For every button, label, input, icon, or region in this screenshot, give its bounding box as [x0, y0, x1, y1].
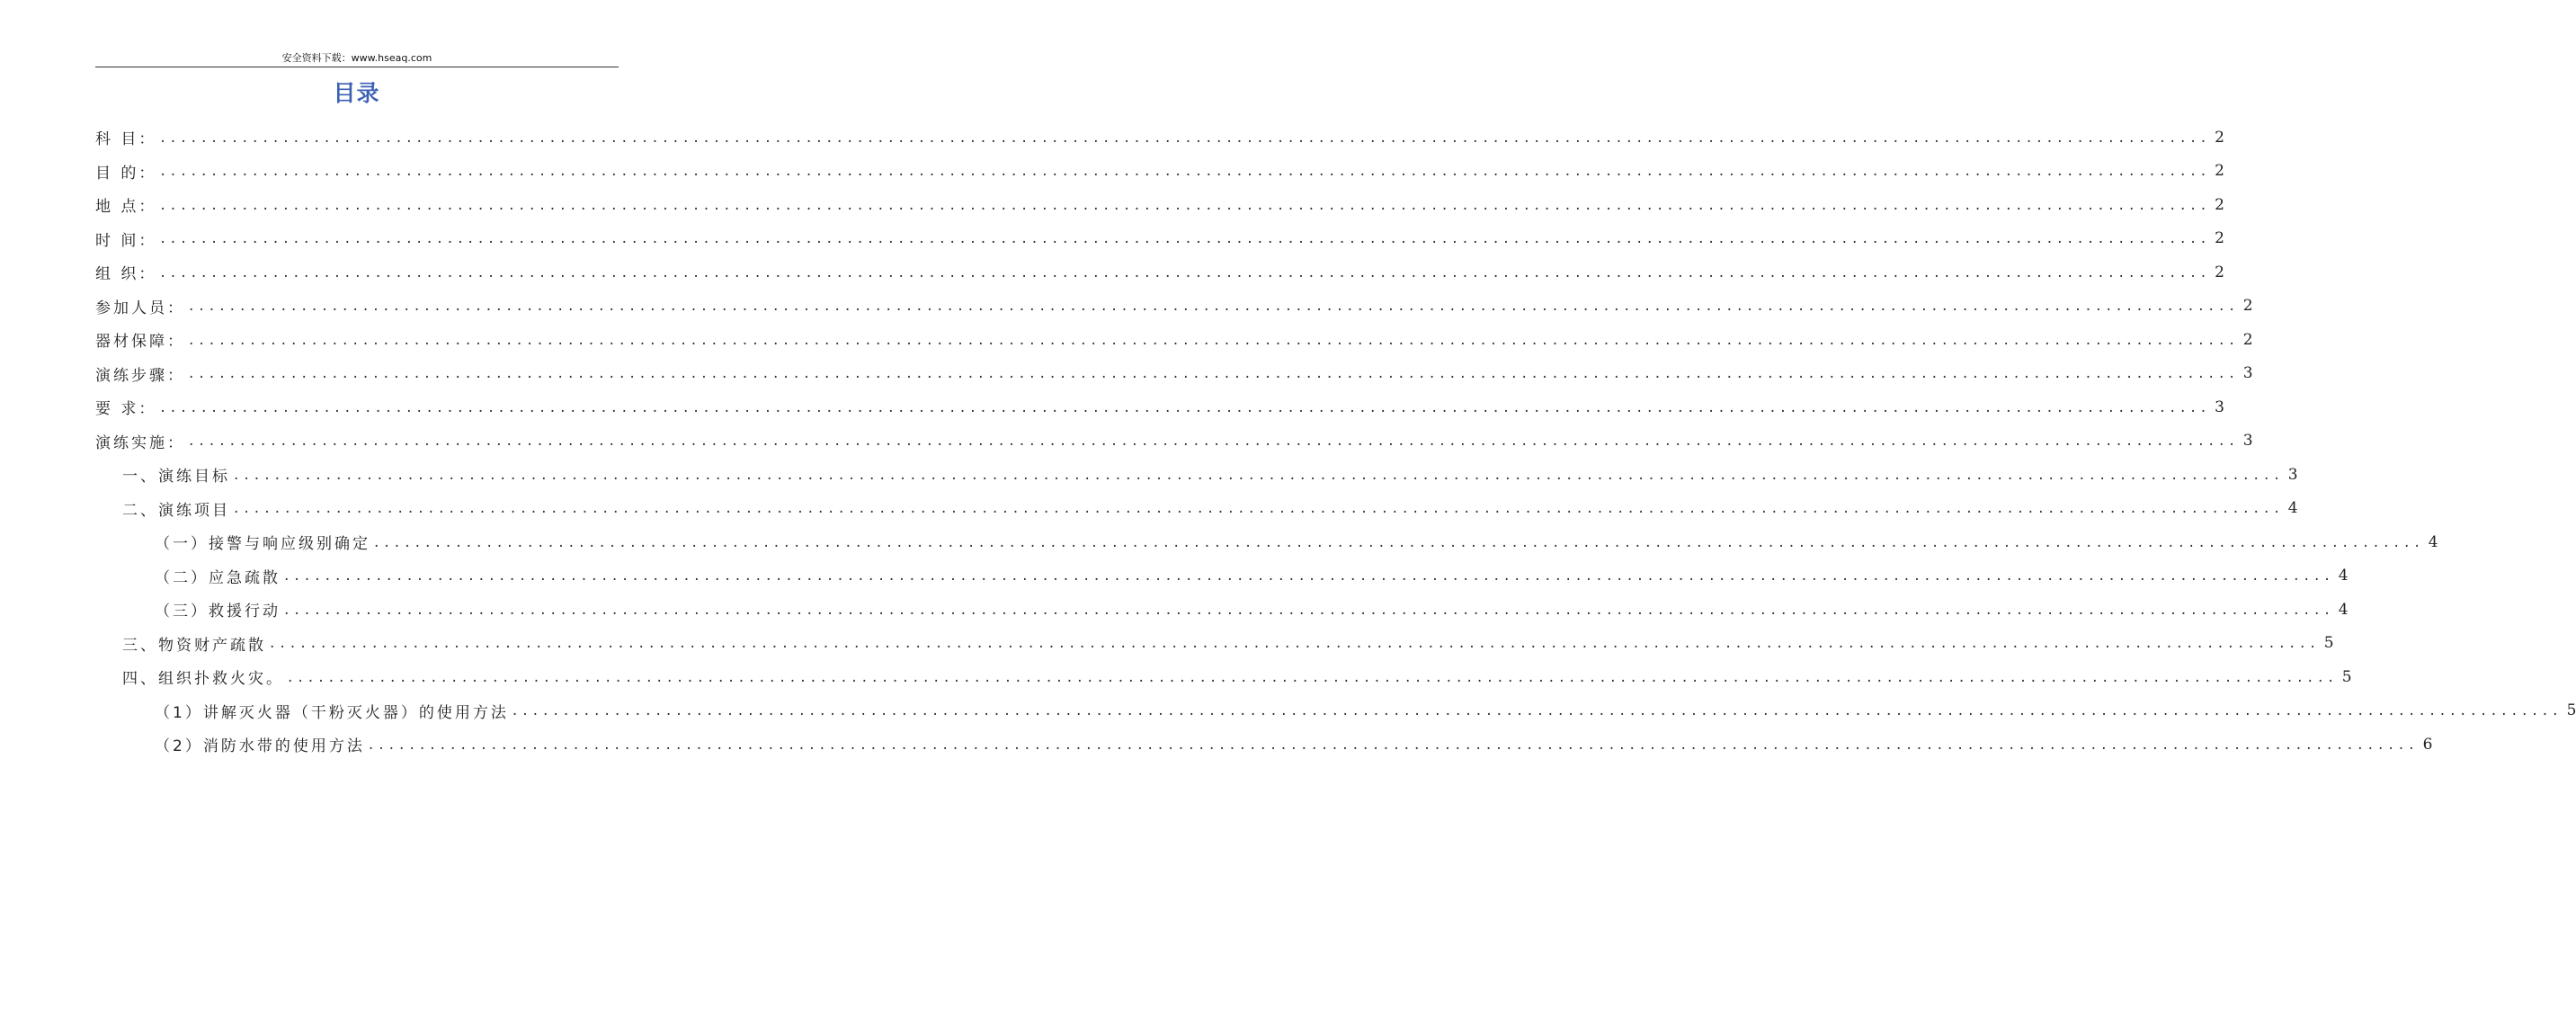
- toc-dot-leader: ........................................................................................................................................................................................................: [284, 567, 2335, 585]
- toc-entry[interactable]: [95, 255, 2224, 290]
- toc-dot-leader: ........................................................................................................................................................................................................: [270, 634, 2321, 653]
- toc-entry-label: 目 的：: [95, 164, 157, 183]
- toc-entry-page-number: 4: [2338, 600, 2349, 619]
- toc-entry-page-number: 2: [2215, 128, 2224, 147]
- page-header: 安全资料下载：www.hseaq.com: [95, 50, 619, 67]
- toc-entry-label: （2）消防水带的使用方法: [155, 737, 365, 756]
- toc-entry-page-number: 4: [2338, 567, 2349, 585]
- toc-entry[interactable]: [95, 559, 2349, 594]
- toc-entry-label: 演练实施：: [95, 433, 185, 452]
- toc-entry-label: 科 目：: [95, 130, 157, 149]
- toc-entry-page-number: 2: [2215, 229, 2224, 248]
- toc-entry[interactable]: [95, 357, 2253, 391]
- toc-dot-leader: ........................................................................................................................................................................................................: [160, 263, 2212, 281]
- toc-dot-leader: ........................................................................................................................................................................................................: [160, 162, 2212, 181]
- toc-entry[interactable]: [95, 492, 2298, 526]
- table-of-contents: [95, 121, 2576, 762]
- toc-entry[interactable]: [95, 458, 2298, 492]
- toc-entry[interactable]: [95, 424, 2253, 459]
- toc-entry-label: （1）讲解灭火器（干粉灭火器）的使用方法: [155, 703, 509, 722]
- toc-dot-leader: ........................................................................................................................................................................................................: [284, 600, 2335, 619]
- toc-dot-leader: ........................................................................................................................................................................................................: [368, 735, 2420, 754]
- toc-entry[interactable]: [95, 323, 2253, 357]
- toc-dot-leader: ........................................................................................................................................................................................................: [234, 465, 2285, 484]
- toc-entry-label: 要 求：: [95, 400, 157, 419]
- toc-entry-label: （三）救援行动: [155, 603, 281, 621]
- toc-entry-label: 二、演练项目: [122, 501, 230, 520]
- toc-entry-page-number: 3: [2215, 397, 2224, 416]
- toc-entry-label: 参加人员：: [95, 299, 185, 317]
- toc-entry-page-number: 4: [2287, 499, 2298, 518]
- toc-dot-leader: ........................................................................................................................................................................................................: [160, 195, 2212, 214]
- toc-entry[interactable]: [95, 593, 2349, 627]
- toc-entry-page-number: 5: [2323, 634, 2334, 653]
- toc-entry-label: （二）应急疏散: [155, 568, 281, 587]
- toc-entry[interactable]: [95, 121, 2224, 155]
- toc-dot-leader: ........................................................................................................................................................................................................: [512, 701, 2563, 720]
- toc-entry-label: 器材保障：: [95, 333, 185, 352]
- page-title: 目录: [333, 80, 380, 106]
- toc-entry-page-number: 5: [2566, 701, 2576, 720]
- toc-entry-label: 一、演练目标: [122, 468, 230, 487]
- toc-entry[interactable]: [95, 188, 2224, 222]
- toc-dot-leader: ........................................................................................................................................................................................................: [189, 432, 2240, 451]
- toc-entry-page-number: 2: [2215, 263, 2224, 281]
- toc-dot-leader: ........................................................................................................................................................................................................: [288, 667, 2339, 686]
- toc-entry[interactable]: [95, 660, 2352, 694]
- toc-entry-label: 时 间：: [95, 231, 157, 250]
- toc-dot-leader: ........................................................................................................................................................................................................: [189, 330, 2240, 349]
- toc-entry-label: 组 织：: [95, 265, 157, 284]
- toc-entry[interactable]: [95, 290, 2253, 324]
- toc-entry-page-number: 3: [2287, 465, 2298, 484]
- toc-entry[interactable]: [95, 694, 2576, 728]
- toc-entry[interactable]: [95, 525, 2438, 559]
- toc-entry[interactable]: [95, 390, 2224, 424]
- toc-entry-label: （一）接警与响应级别确定: [155, 535, 370, 554]
- toc-entry-page-number: 3: [2242, 364, 2253, 383]
- toc-entry-page-number: 2: [2215, 162, 2224, 181]
- toc-dot-leader: ........................................................................................................................................................................................................: [160, 397, 2212, 416]
- toc-entry-page-number: 3: [2242, 432, 2253, 451]
- toc-dot-leader: ........................................................................................................................................................................................................: [374, 532, 2425, 551]
- toc-entry[interactable]: [95, 627, 2334, 661]
- toc-dot-leader: ........................................................................................................................................................................................................: [189, 364, 2240, 383]
- toc-dot-leader: ........................................................................................................................................................................................................: [234, 499, 2285, 518]
- toc-entry-page-number: 6: [2422, 735, 2433, 754]
- toc-entry-label: 三、物资财产疏散: [122, 636, 266, 655]
- toc-dot-leader: ........................................................................................................................................................................................................: [160, 229, 2212, 248]
- toc-dot-leader: ........................................................................................................................................................................................................: [189, 297, 2240, 316]
- toc-entry[interactable]: [95, 222, 2224, 256]
- toc-entry-label: 四、组织扑救火灾。: [122, 670, 284, 689]
- toc-entry-page-number: 5: [2341, 667, 2352, 686]
- toc-dot-leader: ........................................................................................................................................................................................................: [160, 128, 2212, 147]
- toc-entry-page-number: 2: [2242, 330, 2253, 349]
- toc-entry-label: 演练步骤：: [95, 366, 185, 385]
- toc-entry-label: 地 点：: [95, 198, 157, 217]
- toc-entry-page-number: 2: [2215, 195, 2224, 214]
- toc-entry[interactable]: [95, 728, 2433, 762]
- toc-entry[interactable]: [95, 155, 2224, 189]
- toc-entry-page-number: 4: [2428, 532, 2438, 551]
- toc-entry-page-number: 2: [2242, 297, 2253, 316]
